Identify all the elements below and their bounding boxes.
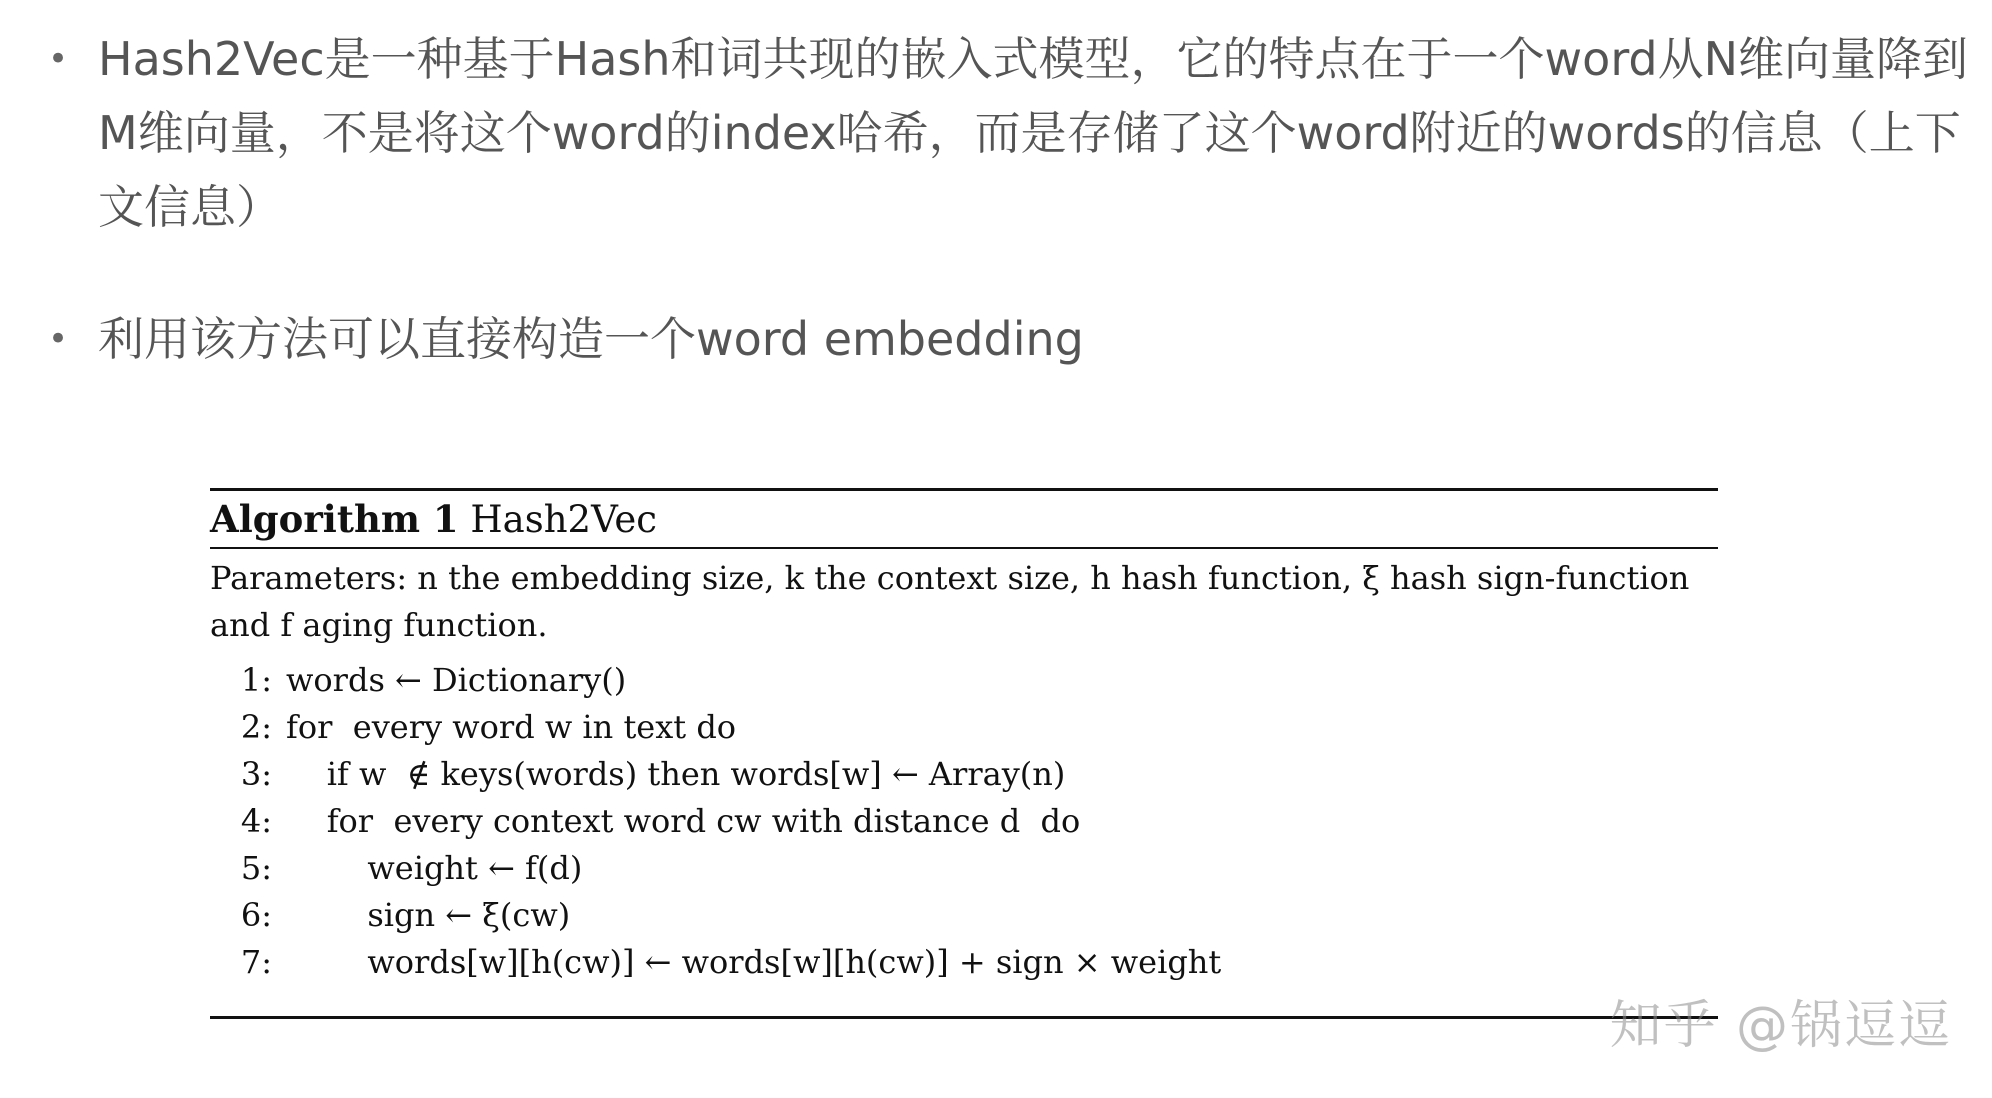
- line-number: 5:: [240, 849, 272, 887]
- bullet-text: Hash2Vec是一种基于Hash和词共现的嵌入式模型，它的特点在于一个word从N维向量降到M维向量，不是将这个word的index哈希，而是存储了这个word附近的words的信息（上下文信息）: [98, 32, 1969, 234]
- line-code: weight ← f(d): [286, 849, 583, 887]
- line-number: 3:: [240, 755, 272, 793]
- algorithm-line: [210, 798, 1718, 845]
- algorithm-label: Algorithm 1: [210, 497, 459, 541]
- line-number: 7:: [240, 943, 272, 981]
- bullet-dot: •: [48, 39, 69, 79]
- line-number: 4:: [240, 802, 272, 840]
- line-number: 6:: [240, 896, 272, 934]
- line-code: words[w][h(cw)] ← words[w][h(cw)] + sign × weight: [286, 943, 1222, 981]
- algorithm-line: [210, 892, 1718, 939]
- line-code: for every context word cw with distance d do: [286, 802, 1081, 840]
- algorithm-bottom-rule: [210, 1016, 1718, 1019]
- algorithm-line: [210, 939, 1718, 986]
- algorithm-parameters: Parameters: n the embedding size, k the context size, h hash function, ξ hash sign-function and f aging function.: [210, 559, 1690, 644]
- algorithm-heading: [210, 491, 1718, 547]
- bullet-item: [40, 302, 1980, 376]
- bullet-item: [40, 22, 1980, 244]
- line-code: if w ∉ keys(words) then words[w] ← Array(n): [286, 755, 1066, 793]
- algorithm-line: [210, 704, 1718, 751]
- algorithm-lines: [210, 657, 1718, 986]
- line-number: 1:: [240, 661, 272, 699]
- algorithm-line: [210, 751, 1718, 798]
- line-number: 2:: [240, 708, 272, 746]
- algorithm-line: [210, 657, 1718, 704]
- bullet-dot: •: [48, 319, 69, 359]
- line-code: words ← Dictionary(): [286, 661, 627, 699]
- algorithm-header-rule: [210, 547, 1718, 549]
- line-code: for every word w in text do: [286, 708, 737, 746]
- algorithm-title: Hash2Vec: [470, 498, 658, 541]
- bullet-text: 利用该方法可以直接构造一个word embedding: [98, 312, 1084, 366]
- watermark: 知乎 @锅逗逗: [1609, 996, 1952, 1056]
- algorithm-box: [210, 488, 1718, 986]
- algorithm-line: [210, 845, 1718, 892]
- bullet-list: [40, 22, 1980, 376]
- line-code: sign ← ξ(cw): [286, 896, 571, 934]
